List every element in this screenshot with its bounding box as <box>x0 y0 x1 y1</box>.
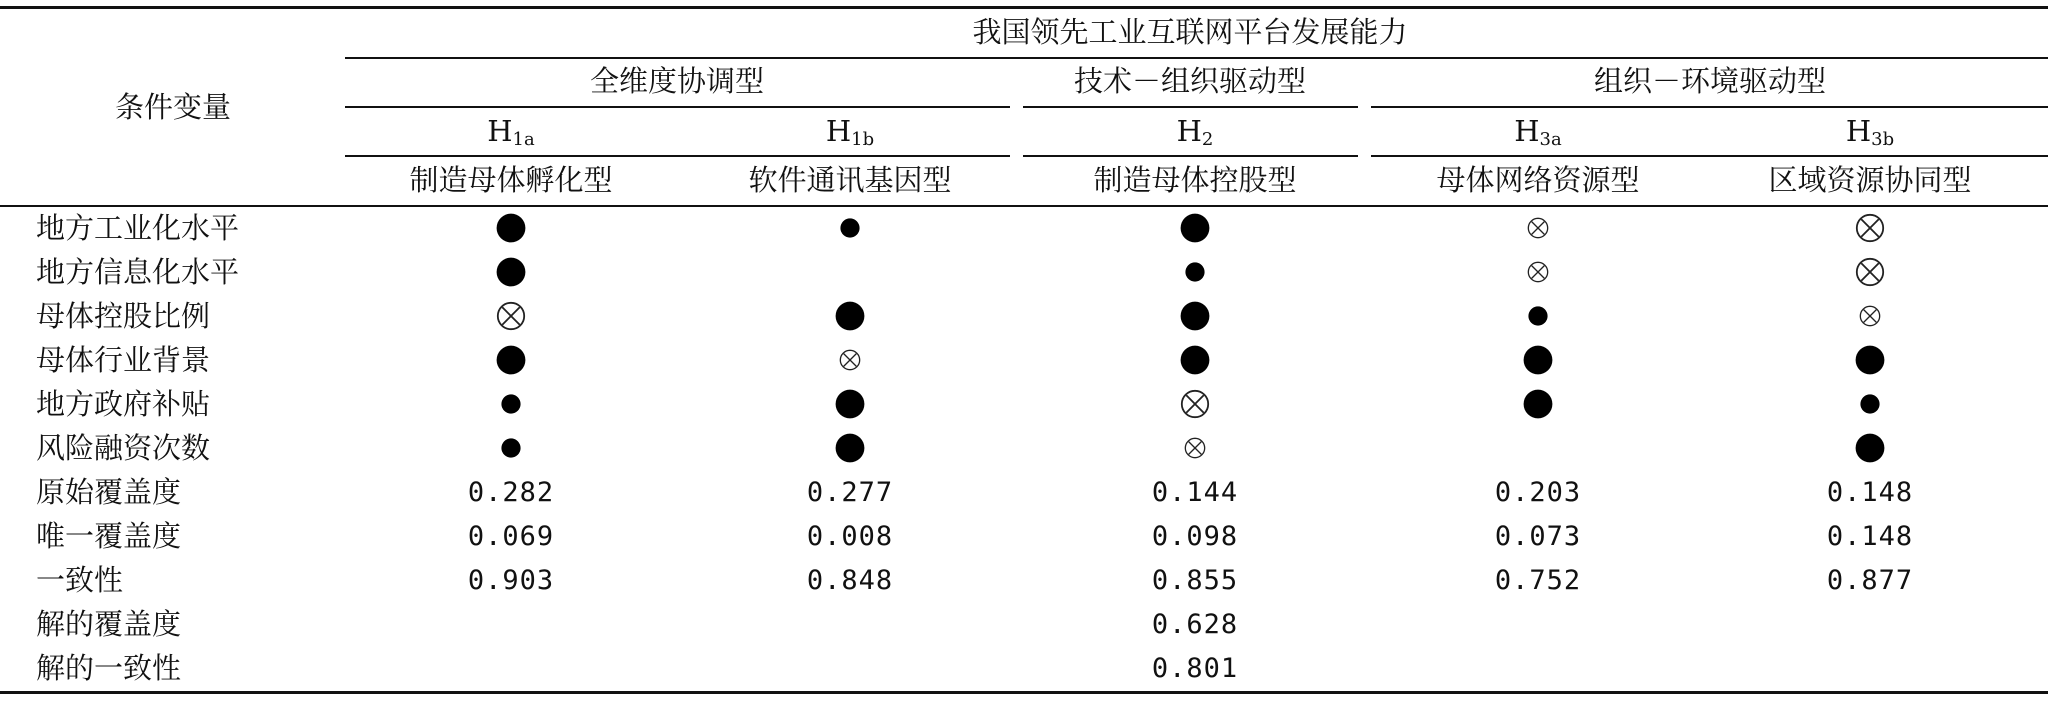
hypothesis-2: $H_{1b}$ <box>825 114 875 150</box>
present-condition-mark <box>835 301 865 331</box>
present-condition-mark <box>1860 394 1880 414</box>
group-header-2: 技术－组织驱动型 <box>1073 64 1307 98</box>
present-condition-mark <box>1523 345 1553 375</box>
solution-label: 解的一致性 <box>36 651 182 685</box>
metric-value: 0.848 <box>806 565 894 596</box>
present-condition-mark <box>1180 345 1210 375</box>
bottom-rule <box>0 691 2048 694</box>
metric-value: 0.144 <box>1151 477 1239 508</box>
metric-value: 0.277 <box>806 477 894 508</box>
metric-value: 0.203 <box>1494 477 1582 508</box>
present-condition-mark <box>1855 433 1885 463</box>
metric-label: 原始覆盖度 <box>36 475 182 509</box>
hypothesis-rule-3 <box>1371 155 2048 157</box>
condition-label: 地方政府补贴 <box>36 387 211 421</box>
metric-value: 0.903 <box>467 565 555 596</box>
present-condition-mark <box>1180 213 1210 243</box>
metric-label: 唯一覆盖度 <box>36 519 182 553</box>
group-rule-3 <box>1371 106 2048 108</box>
absent-condition-mark <box>839 349 861 371</box>
present-condition-mark <box>835 389 865 419</box>
metric-value: 0.282 <box>467 477 555 508</box>
absent-condition-mark <box>1527 261 1549 283</box>
absent-condition-mark <box>1855 213 1885 243</box>
present-condition-mark <box>496 213 526 243</box>
solution-label: 解的覆盖度 <box>36 607 182 641</box>
present-condition-mark <box>840 218 860 238</box>
condition-label: 母体控股比例 <box>36 299 211 333</box>
present-condition-mark <box>496 257 526 287</box>
header-bottom-rule <box>0 205 2048 207</box>
group-header-1: 全维度协调型 <box>589 64 765 98</box>
absent-condition-mark <box>1855 257 1885 287</box>
metric-value: 0.148 <box>1826 521 1914 552</box>
type-header-3: 制造母体控股型 <box>1093 163 1297 197</box>
present-condition-mark <box>501 438 521 458</box>
condition-label: 地方工业化水平 <box>36 211 240 245</box>
absent-condition-mark <box>1184 437 1206 459</box>
metric-value: 0.073 <box>1494 521 1582 552</box>
metric-value: 0.877 <box>1826 565 1914 596</box>
metric-label: 一致性 <box>36 563 124 597</box>
condition-label: 地方信息化水平 <box>36 255 240 289</box>
present-condition-mark <box>501 394 521 414</box>
group-rule-1 <box>345 106 1010 108</box>
absent-condition-mark <box>1180 389 1210 419</box>
group-header-3: 组织－环境驱动型 <box>1593 64 1827 98</box>
type-header-1: 制造母体孵化型 <box>409 163 613 197</box>
hypothesis-rule-1 <box>345 155 1010 157</box>
metric-value: 0.148 <box>1826 477 1914 508</box>
condition-label: 母体行业背景 <box>36 343 211 377</box>
metric-value: 0.069 <box>467 521 555 552</box>
corner-header: 条件变量 <box>115 90 232 124</box>
hypothesis-5: $H_{3b}$ <box>1845 114 1895 150</box>
present-condition-mark <box>1855 345 1885 375</box>
present-condition-mark <box>1185 262 1205 282</box>
top-rule <box>0 6 2048 9</box>
present-condition-mark <box>1180 301 1210 331</box>
hypothesis-3: $H_2$ <box>1176 114 1214 150</box>
hypothesis-1: $H_{1a}$ <box>487 114 535 150</box>
top-header-rule <box>345 57 2048 59</box>
metric-value: 0.855 <box>1151 565 1239 596</box>
absent-condition-mark <box>1859 305 1881 327</box>
type-header-4: 母体网络资源型 <box>1436 163 1640 197</box>
absent-condition-mark <box>496 301 526 331</box>
top-header: 我国领先工业互联网平台发展能力 <box>972 15 1408 49</box>
present-condition-mark <box>835 433 865 463</box>
metric-value: 0.008 <box>806 521 894 552</box>
present-condition-mark <box>1523 389 1553 419</box>
hypothesis-4: $H_{3a}$ <box>1514 114 1562 150</box>
absent-condition-mark <box>1527 217 1549 239</box>
condition-label: 风险融资次数 <box>36 431 211 465</box>
solution-value: 0.628 <box>1151 609 1239 640</box>
solution-value: 0.801 <box>1151 653 1239 684</box>
type-header-2: 软件通讯基因型 <box>748 163 952 197</box>
metric-value: 0.752 <box>1494 565 1582 596</box>
present-condition-mark <box>1528 306 1548 326</box>
present-condition-mark <box>496 345 526 375</box>
metric-value: 0.098 <box>1151 521 1239 552</box>
type-header-5: 区域资源协同型 <box>1768 163 1972 197</box>
group-rule-2 <box>1023 106 1358 108</box>
